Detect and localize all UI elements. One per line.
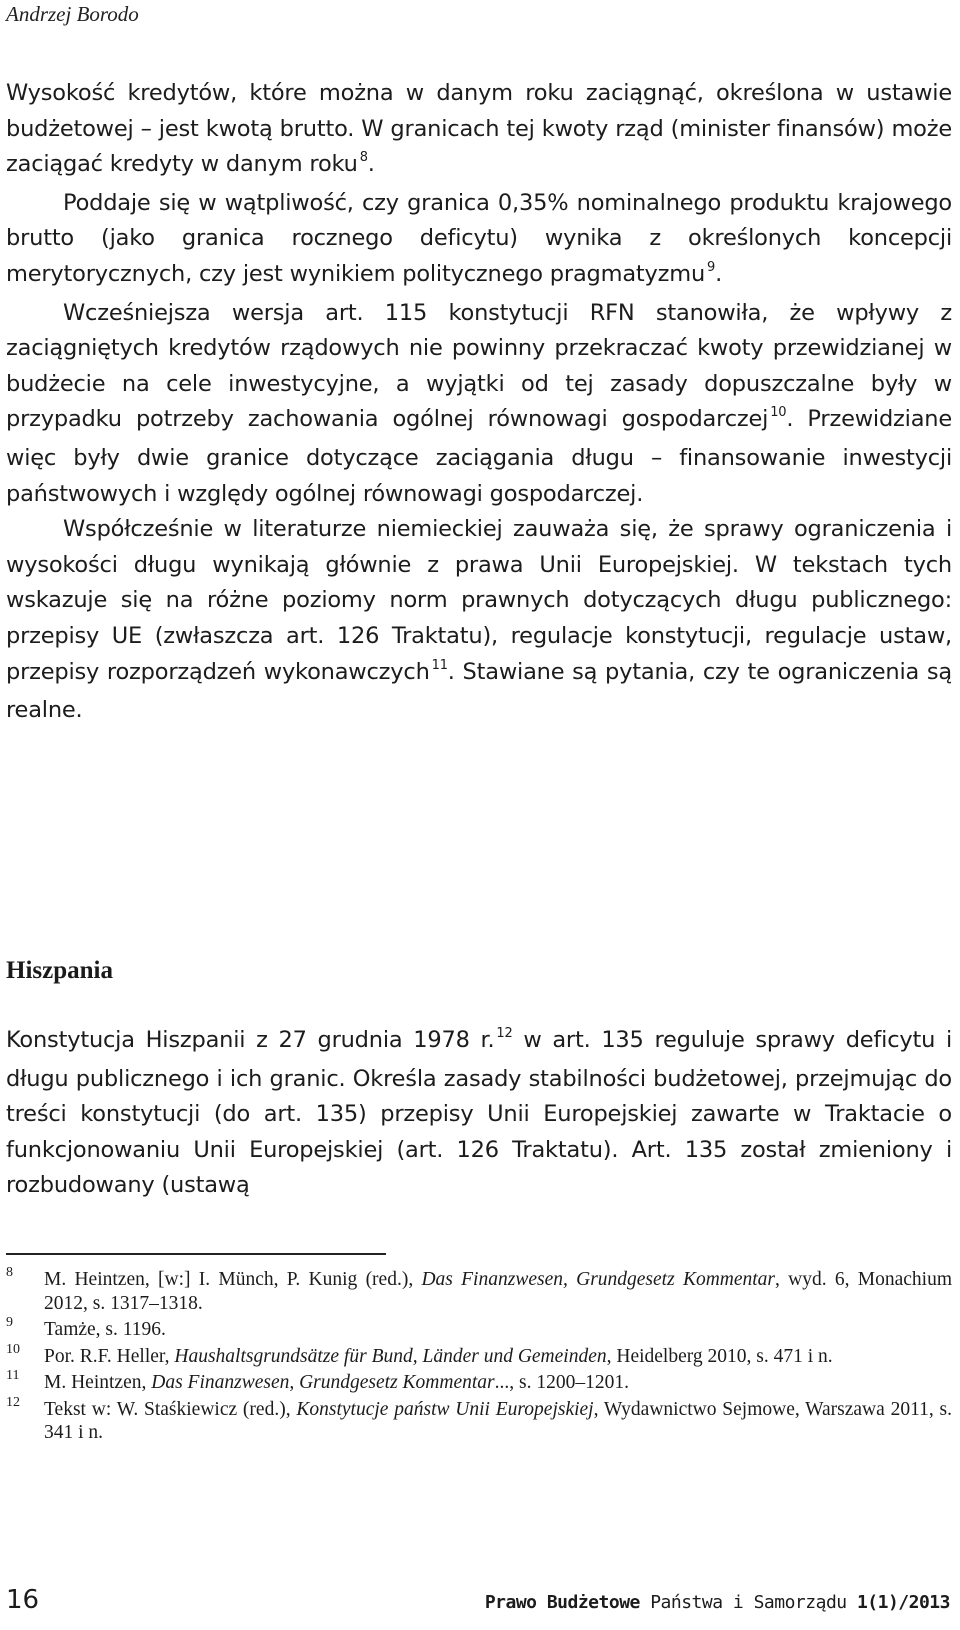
paragraph-text: Wcześniejsza wersja art. 115 konstytucji RFN stanowiła, że wpływy z zaciągniętych kredytów rządowych nie powinny przekraczać kwoty przewidzianej w budżecie na cele inwestycyjne, a wyjątki od tej zasady dopuszczalne były w przypadku potrzeby zachowania ogólnej równowagi gospodarczej [6,299,952,433]
footnote-ref[interactable]: 12 [496,1026,513,1041]
paragraph [6,186,952,296]
paragraph-text: Wysokość kredytów, które można w danym roku zaciągnąć, określona w ustawie budżetowej – jest kwotą brutto. W granicach tej kwoty rząd (minister finansów) może zaciągać kredyty w danym roku [6,80,952,178]
footnote-number: 10 [6,1341,20,1357]
footnote-number: 11 [6,1368,20,1383]
footnote-ref[interactable]: 11 [431,657,448,673]
footnote-ref[interactable]: 10 [770,405,787,421]
paragraph-text: Poddaje się w wątpliwość, czy granica 0,35% nominalnego produktu krajowego brutto (jako granica rocznego deficytu) wynika z określonych koncepcji merytorycznych, czy jest wynikiem politycznego pragmatyzmu [6,189,952,287]
footnote [6,1341,952,1369]
paragraph-text: Konstytucja Hiszpanii z 27 grudnia 1978 r. [6,1027,495,1053]
paragraph-text: w art. 135 reguluje sprawy deficytu i długu publicznego i ich granic. Określa zasady stabilności budżetowej, przejmując do treści konstytucji (do art. 135) przepisy Unii Europejskiej zawarte w Traktacie o funkcjonowaniu Unii Europejskiej (art. 126 Traktatu). Art. 135 został zmieniony i rozbudowany (ustawą [6,1027,952,1199]
footnote-text: M. Heintzen, [44,1372,152,1393]
paragraph-text: Współcześnie w literaturze niemieckiej zauważa się, że sprawy ograniczenia i wysokości długu wynikają głównie z prawa Unii Europejskiej. W tekstach tych wskazuje się na różne poziomy norm prawnych dotyczących długu publicznego: przepisy UE (zwłaszcza art. 126 Traktatu), regulacje konstytucji, regulacje ustaw, przepisy rozporządzeń wykonawczych [6,516,952,685]
footnote-title: Das Finanzwesen, Grundgesetz Kommentar [421,1269,776,1290]
footnote-text: , Wydawnictwo Sejmowe, Warszawa 2011, s. 341 i n. [44,1398,953,1443]
footnote-title: Konstytucje państw Unii Europejskiej [296,1398,594,1420]
paragraph-text: . Stawiane są pytania, czy te ograniczenia są realne. [6,658,952,724]
footnote-text: Por. R.F. Heller, [44,1345,175,1367]
page-number: 16 [6,1585,40,1615]
section-heading: Hiszpania [6,957,113,984]
paragraph-text: . [367,151,375,178]
journal-issue: 1(1)/2013 [856,1592,950,1613]
footnote-number: 9 [6,1315,13,1330]
main-text [6,76,952,729]
footnote-text: M. Heintzen, [w:] I. Münch, P. Kunig (red.), [44,1269,422,1290]
paragraph [6,512,952,729]
footnote-title: Haushaltsgrundsätze für Bund, Länder und Gemeinden [174,1345,607,1367]
footnote [6,1368,952,1395]
paragraph-text: . [715,260,723,287]
footnote [6,1394,953,1445]
journal-name-rest: Państwa i Samorządu [639,1592,857,1613]
running-header-author: Andrzej Borodo [6,2,139,26]
paragraph [6,76,952,186]
footnote-ref[interactable]: 9 [707,259,716,275]
footnote-text: Tekst w: W. Staśkiewicz (red.), [44,1398,297,1420]
footnotes [6,1265,953,1448]
section-text [6,1023,952,1204]
footnote-text: , wyd. 6, Monachium 2012, s. 1317–1318. [44,1269,952,1314]
footnote-number: 8 [6,1265,13,1280]
footnote [6,1265,952,1315]
footnote-ref[interactable]: 8 [359,150,368,166]
journal-name-bold: Prawo Budżetowe [484,1592,640,1613]
footnote-text: Tamże, s. 1196. [44,1319,166,1340]
paragraph [6,1023,952,1204]
footnote-separator [6,1253,386,1255]
footnote-text: ..., s. 1200–1201. [494,1372,629,1393]
paragraph-text: . Przewidziane więc były dwie granice dotyczące zaciągania długu – finansowanie inwestycji państwowych i względy ogólnej równowagi gospodarczej. [6,406,952,507]
journal-title [485,1592,950,1613]
footnote-number: 12 [6,1394,20,1410]
footnote [6,1315,952,1342]
footnote-text: , Heidelberg 2010, s. 471 i n. [606,1345,833,1367]
footnote-title: Das Finanzwesen, Grundgesetz Kommentar [151,1372,495,1393]
paragraph [6,296,952,513]
